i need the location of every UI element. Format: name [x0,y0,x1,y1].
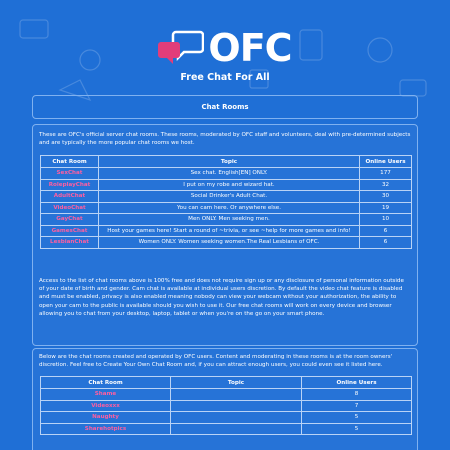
table-row[interactable] [41,179,412,191]
column-header-room: Chat Room [41,377,171,389]
table-header-row [41,377,412,389]
table-row[interactable] [41,423,412,435]
room-users: 19 [360,202,412,214]
site-header [0,28,450,83]
room-topic [171,423,302,435]
room-users: 32 [360,179,412,191]
room-users: 7 [302,400,412,412]
table-row[interactable] [41,412,412,424]
room-link[interactable]: AdultChat [41,191,99,203]
tagline: Free Chat For All [180,72,270,83]
room-link[interactable]: Videoxxx [41,400,171,412]
official-rooms-table [40,155,412,249]
room-topic [171,400,302,412]
access-disclaimer: Access to the list of chat rooms above is 100% free and does not require sign up or any disclosure of personal information outside of your date of birth and gender. Cam chat is available at individual users discretion. By default the video chat feature is disabled and must be enabled, privacy is also enabled meaning nobody can view your webcam without your authorization, the ability to open your cam to the public is available should you wish to use it. Our free chat rooms will work on every device and browser allowing you to chat from your desktop, laptop, tablet or when you're on the go on your smart phone. [39,278,404,317]
room-topic: I put on my robe and wizard hat. [99,179,360,191]
table-row[interactable] [41,214,412,226]
column-header-topic: Topic [171,377,302,389]
room-link[interactable]: RoleplayChat [41,179,99,191]
room-users: 177 [360,168,412,180]
room-users: 5 [302,412,412,424]
table-row[interactable] [41,237,412,249]
room-users: 6 [360,225,412,237]
room-topic: Men ONLY. Men seeking men. [99,214,360,226]
room-users: 10 [360,214,412,226]
room-link[interactable]: SexChat [41,168,99,180]
room-link[interactable]: VideoChat [41,202,99,214]
table-row[interactable] [41,191,412,203]
user-rooms-intro: Below are the chat rooms created and operated by OFC users. Content and moderating in these rooms is at the room owners' discretion. Feel free to Create Your Own Chat Room and, if you can attract enough users, you could even see it listed here. [39,354,393,369]
room-topic: Host your games here! Start a round of ~trivia, or see ~help for more games and info! [99,225,360,237]
room-users: 5 [302,423,412,435]
room-topic [171,389,302,401]
room-topic [171,412,302,424]
room-users: 30 [360,191,412,203]
table-header-row [41,156,412,168]
table-row[interactable] [41,225,412,237]
brand-name: OFC [208,26,292,70]
room-link[interactable]: Naughty [41,412,171,424]
official-rooms-intro: These are OFC's official server chat rooms. These rooms, moderated by OFC staff and volunteers, deal with pre-determined subjects and are typically the more popular chat rooms we host. [39,132,411,147]
table-row[interactable] [41,202,412,214]
room-link[interactable]: Shame [41,389,171,401]
column-header-room: Chat Room [41,156,99,168]
column-header-users: Online Users [302,377,412,389]
chat-rooms-heading: Chat Rooms [32,95,418,119]
user-rooms-panel [32,348,418,450]
room-link[interactable]: GayChat [41,214,99,226]
user-rooms-table [40,376,412,435]
table-row[interactable] [41,400,412,412]
official-rooms-panel [32,124,418,346]
room-topic: Women ONLY. Women seeking women.The Real Lesbians of OFC. [99,237,360,249]
room-topic: Sex chat. English[EN] ONLY. [99,168,360,180]
room-link[interactable]: Sharehotpics [41,423,171,435]
room-users: 8 [302,389,412,401]
room-link[interactable]: GamesChat [41,225,99,237]
room-topic: Social Drinker's Adult Chat. [99,191,360,203]
logo[interactable] [0,28,450,68]
column-header-topic: Topic [99,156,360,168]
room-topic: You can cam here. Or anywhere else. [99,202,360,214]
chat-bubbles-icon [158,29,204,67]
table-row[interactable] [41,168,412,180]
room-users: 6 [360,237,412,249]
room-link[interactable]: LesbianChat [41,237,99,249]
table-row[interactable] [41,389,412,401]
column-header-users: Online Users [360,156,412,168]
